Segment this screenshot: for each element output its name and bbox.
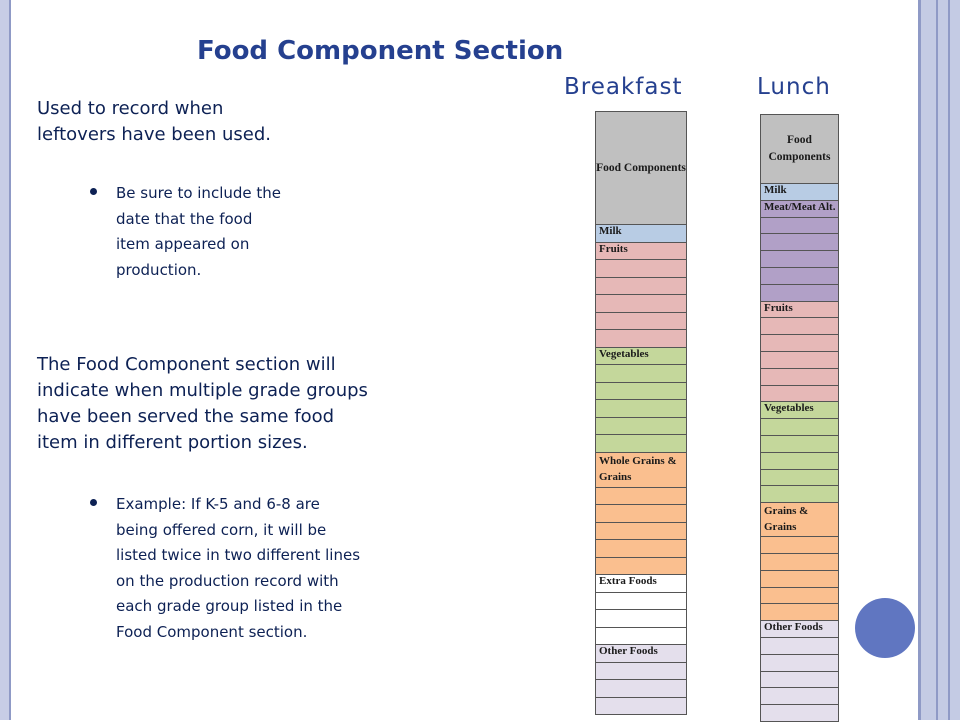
food-component-row: Fruits bbox=[761, 301, 839, 318]
food-component-row: Meat/Meat Alt. bbox=[761, 200, 839, 217]
right-border-line bbox=[918, 0, 921, 720]
bullet-dot bbox=[90, 188, 97, 195]
food-component-row: Other Foods bbox=[761, 621, 839, 638]
food-component-row bbox=[761, 587, 839, 604]
food-component-row bbox=[596, 522, 687, 540]
food-component-row bbox=[596, 505, 687, 523]
breakfast-food-components-table bbox=[595, 111, 687, 715]
food-component-row bbox=[761, 537, 839, 554]
table-header: Food Components bbox=[761, 115, 839, 184]
food-component-row: Fruits bbox=[596, 242, 687, 260]
food-component-row bbox=[761, 486, 839, 503]
food-component-row bbox=[596, 540, 687, 558]
food-component-row bbox=[761, 688, 839, 705]
food-component-row bbox=[596, 680, 687, 698]
bullet-example: Example: If K-5 and 6-8 are being offered corn, it will be listed twice in two different lines on the production record with each grade group listed in the Food Component section. bbox=[116, 495, 361, 641]
bullet-date: Be sure to include the date that the food item appeared on production. bbox=[116, 184, 281, 279]
food-component-row bbox=[761, 234, 839, 251]
left-border bbox=[0, 0, 9, 720]
bullet-dot bbox=[90, 499, 97, 506]
food-component-row bbox=[761, 469, 839, 486]
food-component-row: Vegetables bbox=[761, 402, 839, 419]
food-component-row bbox=[761, 251, 839, 268]
food-component-row bbox=[596, 365, 687, 383]
breakfast-label: Breakfast bbox=[564, 74, 683, 100]
food-component-row bbox=[761, 452, 839, 469]
food-component-row bbox=[761, 654, 839, 671]
food-component-row bbox=[761, 671, 839, 688]
food-component-row bbox=[596, 627, 687, 645]
paragraph-food-component: The Food Component section will indicate when multiple grade groups have been served the same food item in different portion sizes. bbox=[37, 354, 368, 453]
food-component-row bbox=[761, 335, 839, 352]
food-component-row bbox=[761, 351, 839, 368]
food-component-row bbox=[761, 217, 839, 234]
food-component-row bbox=[596, 295, 687, 313]
lunch-food-components-table bbox=[760, 114, 839, 722]
food-component-row: Extra Foods bbox=[596, 575, 687, 593]
food-component-row bbox=[596, 417, 687, 435]
food-component-row bbox=[761, 604, 839, 621]
food-component-row bbox=[761, 318, 839, 335]
food-component-row bbox=[761, 267, 839, 284]
food-component-row bbox=[596, 697, 687, 715]
food-component-row bbox=[596, 382, 687, 400]
food-component-row bbox=[596, 277, 687, 295]
food-component-row: Milk bbox=[596, 225, 687, 243]
right-border-line bbox=[936, 0, 938, 720]
food-component-row: Grains & Grains bbox=[761, 503, 839, 537]
food-component-row: Other Foods bbox=[596, 645, 687, 663]
food-component-row bbox=[596, 592, 687, 610]
food-component-row bbox=[596, 330, 687, 348]
food-component-row bbox=[596, 557, 687, 575]
food-component-row: Whole Grains & Grains bbox=[596, 452, 687, 487]
food-component-row bbox=[761, 385, 839, 402]
lunch-label: Lunch bbox=[757, 74, 831, 100]
table-header: Food Components bbox=[596, 112, 687, 225]
paragraph-leftovers: Used to record when leftovers have been used. bbox=[37, 98, 271, 145]
slide-title: Food Component Section bbox=[197, 36, 564, 66]
right-border bbox=[918, 0, 960, 720]
left-border-line bbox=[9, 0, 11, 720]
food-component-row bbox=[596, 435, 687, 453]
food-component-row: Milk bbox=[761, 184, 839, 201]
food-component-row bbox=[596, 312, 687, 330]
food-component-row bbox=[761, 419, 839, 436]
food-component-row bbox=[596, 260, 687, 278]
decorative-circle bbox=[855, 598, 915, 658]
food-component-row bbox=[761, 705, 839, 722]
food-component-row bbox=[761, 284, 839, 301]
food-component-row bbox=[596, 487, 687, 505]
food-component-row: Vegetables bbox=[596, 347, 687, 365]
food-component-row bbox=[761, 570, 839, 587]
food-component-row bbox=[596, 400, 687, 418]
food-component-row bbox=[761, 435, 839, 452]
food-component-row bbox=[596, 662, 687, 680]
food-component-row bbox=[761, 553, 839, 570]
food-component-row bbox=[596, 610, 687, 628]
food-component-row bbox=[761, 368, 839, 385]
right-border-line bbox=[948, 0, 950, 720]
food-component-row bbox=[761, 637, 839, 654]
